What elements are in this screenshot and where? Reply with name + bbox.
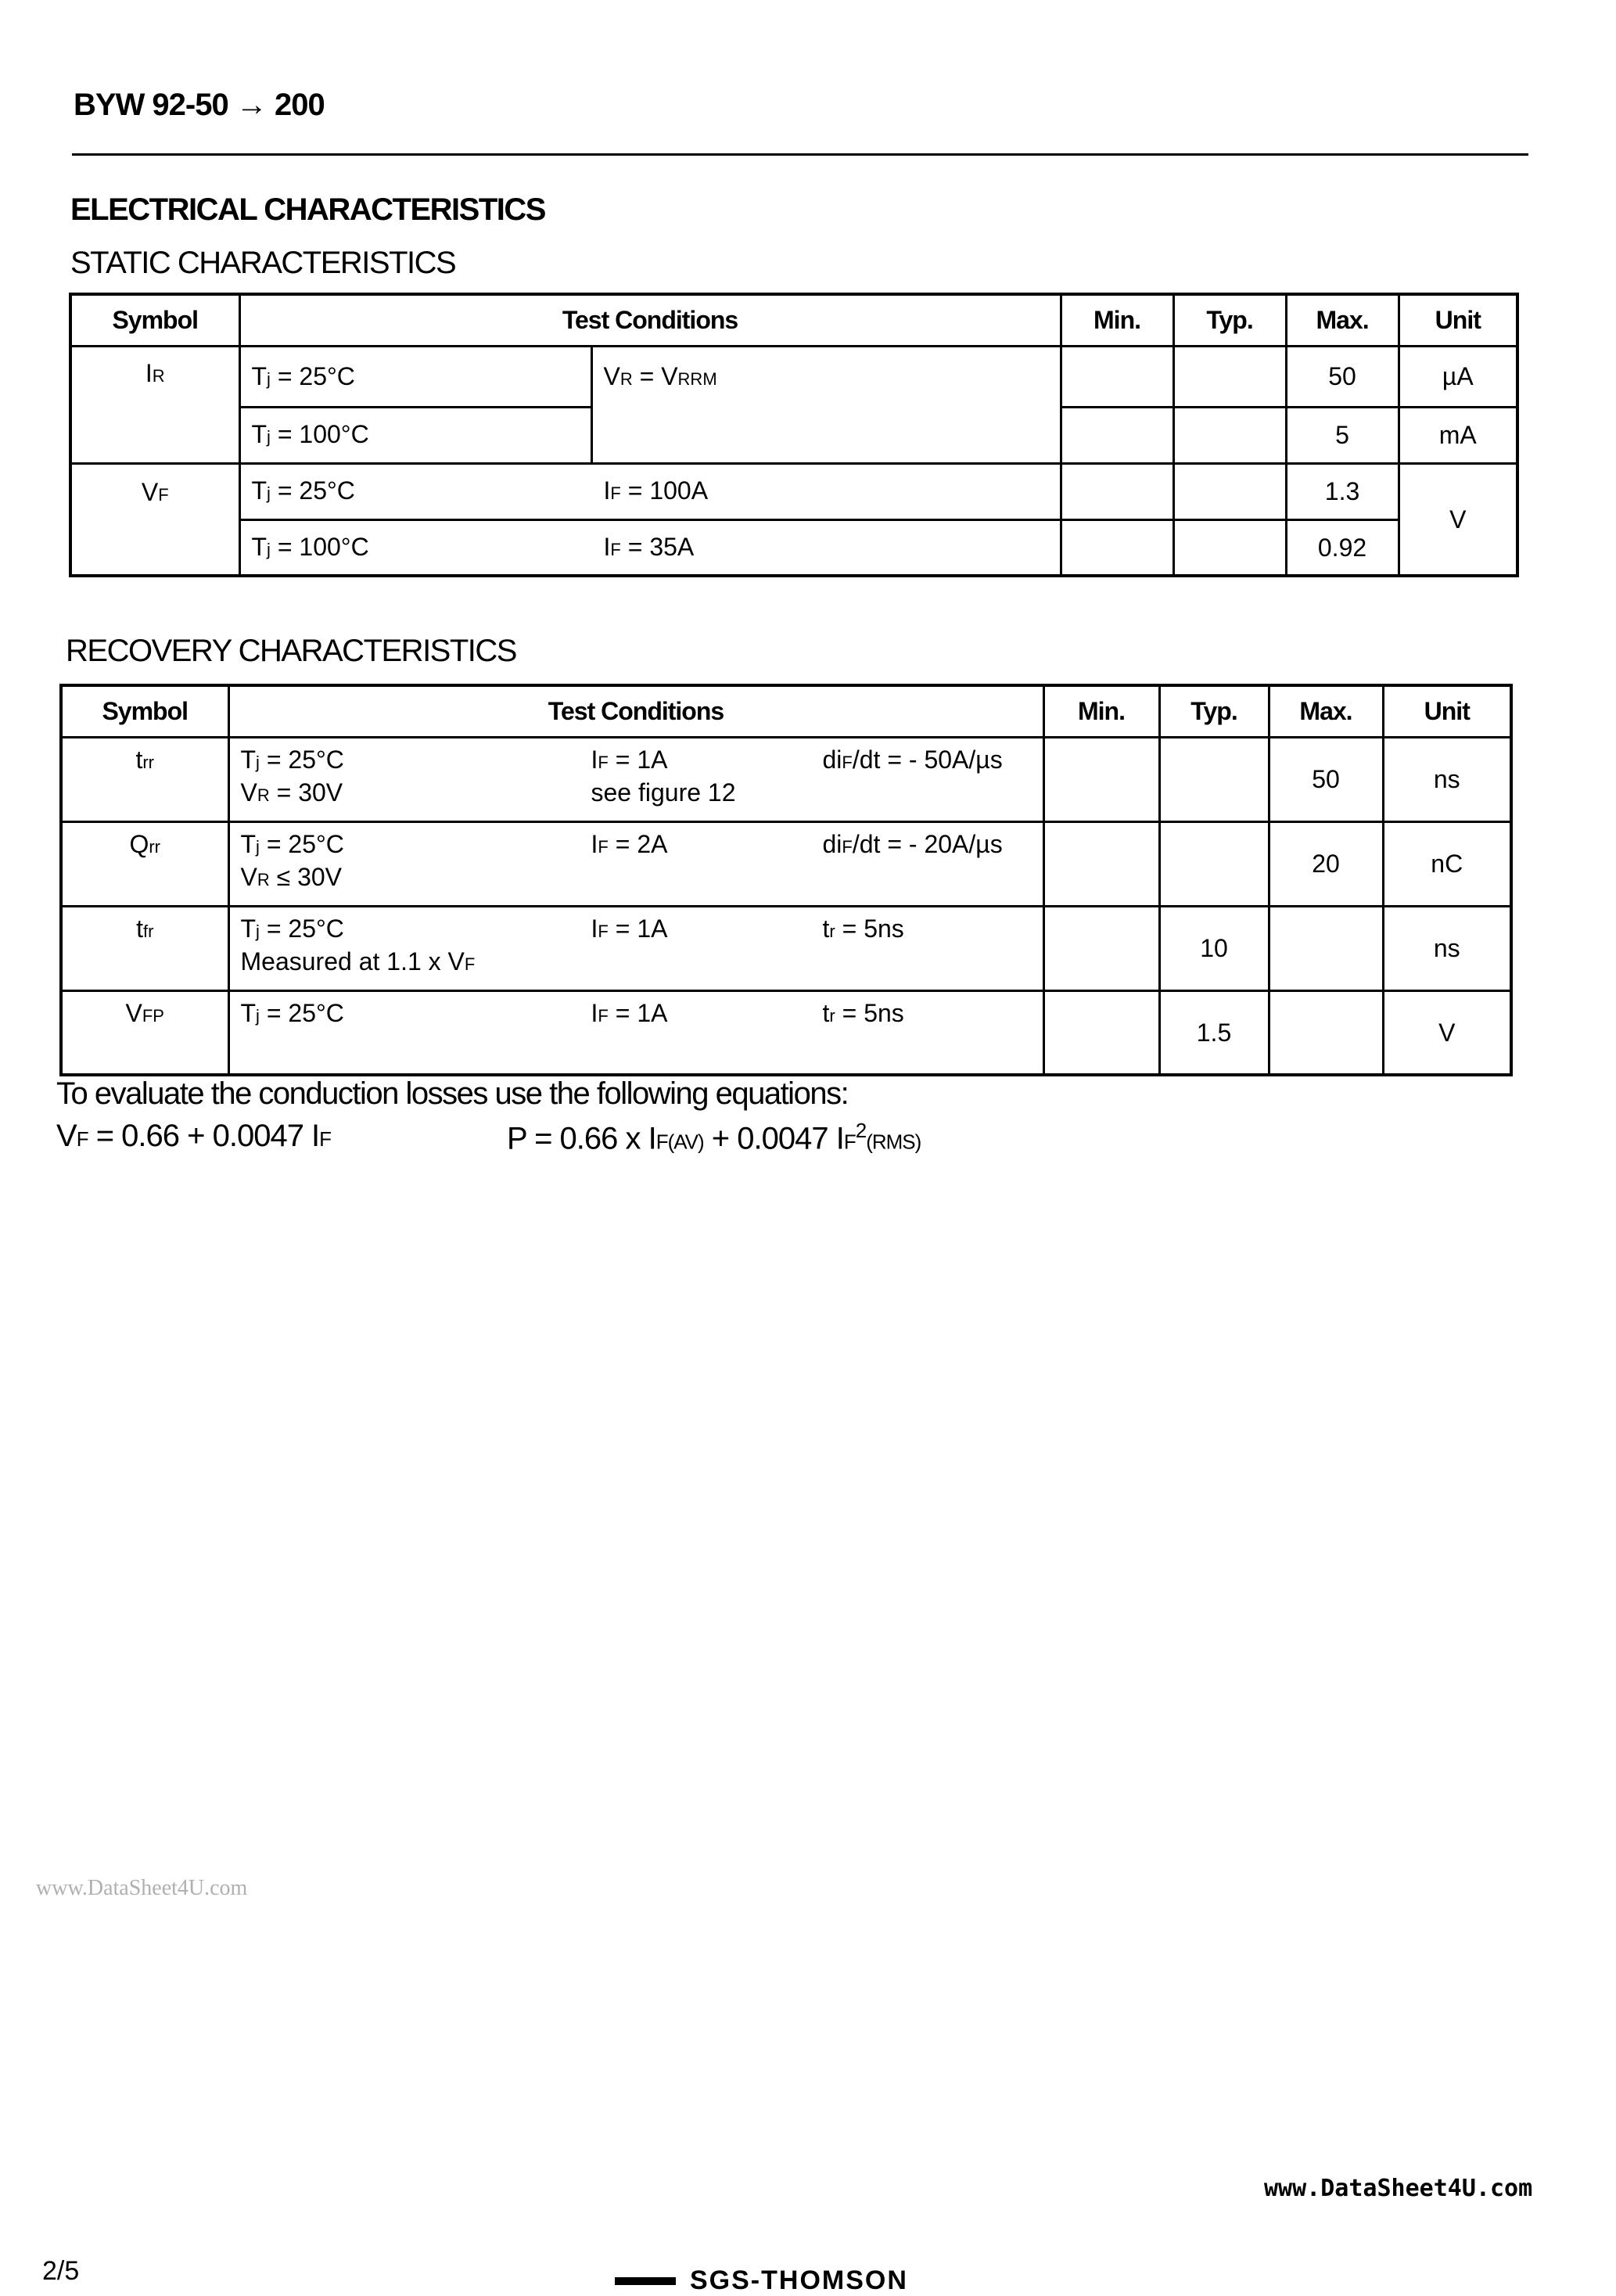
max-value	[1269, 906, 1383, 990]
watermark-right: www.DataSheet4U.com	[1264, 2175, 1533, 2202]
symbol-cell: VFP	[61, 990, 228, 1075]
min-value	[1061, 463, 1173, 519]
typ-value	[1173, 519, 1286, 576]
table-row	[61, 906, 1511, 990]
static-title: STATIC CHARACTERISTICS	[70, 246, 456, 280]
max-value: 20	[1269, 821, 1383, 906]
min-value	[1043, 990, 1159, 1075]
typ-value	[1159, 737, 1269, 821]
static-characteristics-table	[69, 293, 1519, 577]
unit-value: ns	[1383, 906, 1511, 990]
max-value: 50	[1269, 737, 1383, 821]
typ-value: 1.5	[1159, 990, 1269, 1075]
unit-value: µA	[1399, 346, 1517, 407]
condition-cell: Tj = 25°C IF = 1A tr = 5ns	[228, 990, 1043, 1075]
equation-power: P = 0.66 x IF(AV) + 0.0047 $IF^2(RMS)$	[507, 1119, 921, 1156]
condition-tj: Tj = 25°C	[239, 346, 591, 407]
min-value	[1061, 346, 1173, 407]
section-title: ELECTRICAL CHARACTERISTICS	[70, 192, 545, 227]
table-row	[61, 737, 1511, 821]
header-typ: Typ.	[1173, 294, 1286, 346]
header-max: Max.	[1286, 294, 1399, 346]
condition-tj: Tj = 100°C	[239, 407, 591, 463]
equations-intro: To evaluate the conduction losses use the following equations:	[56, 1076, 849, 1111]
condition-cell: Tj = 25°C Measured at 1.1 x VF IF = 1A tr = 5ns	[228, 906, 1043, 990]
recovery-title: RECOVERY CHARACTERISTICS	[66, 634, 516, 668]
typ-value: 10	[1159, 906, 1269, 990]
min-value	[1043, 906, 1159, 990]
equation-vf: VF = 0.66 + 0.0047 IF	[56, 1119, 332, 1153]
header-test-conditions: Test Conditions	[228, 685, 1043, 737]
unit-value: V	[1383, 990, 1511, 1075]
header-typ: Typ.	[1159, 685, 1269, 737]
symbol-cell: tfr	[61, 906, 228, 990]
company-logo	[615, 2265, 908, 2296]
table-row	[61, 821, 1511, 906]
header-min: Min.	[1061, 294, 1173, 346]
logo-text: SGS-THOMSON	[690, 2265, 908, 2295]
table-row	[70, 519, 1517, 576]
condition-cell: Tj = 25°C VR ≤ 30V IF = 2A diF/dt = - 20A/µs	[228, 821, 1043, 906]
min-value	[1061, 519, 1173, 576]
typ-value	[1173, 407, 1286, 463]
condition-cell: Tj = 25°C VR = 30V IF = 1A see figure 12 diF/dt = - 50A/µs	[228, 737, 1043, 821]
logo-mark-icon	[615, 2277, 676, 2285]
unit-value: ns	[1383, 737, 1511, 821]
max-value: 0.92	[1286, 519, 1399, 576]
table-row	[61, 990, 1511, 1075]
table-row	[70, 463, 1517, 519]
header-unit: Unit	[1383, 685, 1511, 737]
header-max: Max.	[1269, 685, 1383, 737]
header-unit: Unit	[1399, 294, 1517, 346]
max-value	[1269, 990, 1383, 1075]
document-title: BYW 92-50 → 200	[74, 88, 325, 122]
min-value	[1043, 737, 1159, 821]
condition-row: Tj = 25°C IF = 100A	[239, 463, 1061, 519]
max-value: 50	[1286, 346, 1399, 407]
unit-value: nC	[1383, 821, 1511, 906]
unit-value: V	[1399, 463, 1517, 576]
header-symbol: Symbol	[70, 294, 239, 346]
max-value: 1.3	[1286, 463, 1399, 519]
condition-row: Tj = 100°C IF = 35A	[239, 519, 1061, 576]
header-symbol: Symbol	[61, 685, 228, 737]
unit-value: mA	[1399, 407, 1517, 463]
symbol-cell: trr	[61, 737, 228, 821]
recovery-characteristics-table	[59, 684, 1513, 1076]
page-number: 2/5	[42, 2256, 80, 2286]
typ-value	[1173, 346, 1286, 407]
symbol-ir: IR	[70, 346, 239, 463]
min-value	[1043, 821, 1159, 906]
condition-vr: VR = VRRM	[591, 346, 1061, 463]
typ-value	[1159, 821, 1269, 906]
header-rule	[72, 153, 1528, 156]
symbol-vf: VF	[70, 463, 239, 576]
symbol-cell: Qrr	[61, 821, 228, 906]
table-row	[70, 346, 1517, 407]
header-test-conditions: Test Conditions	[239, 294, 1061, 346]
min-value	[1061, 407, 1173, 463]
typ-value	[1173, 463, 1286, 519]
header-min: Min.	[1043, 685, 1159, 737]
watermark-left: www.DataSheet4U.com	[36, 1876, 248, 1900]
max-value: 5	[1286, 407, 1399, 463]
